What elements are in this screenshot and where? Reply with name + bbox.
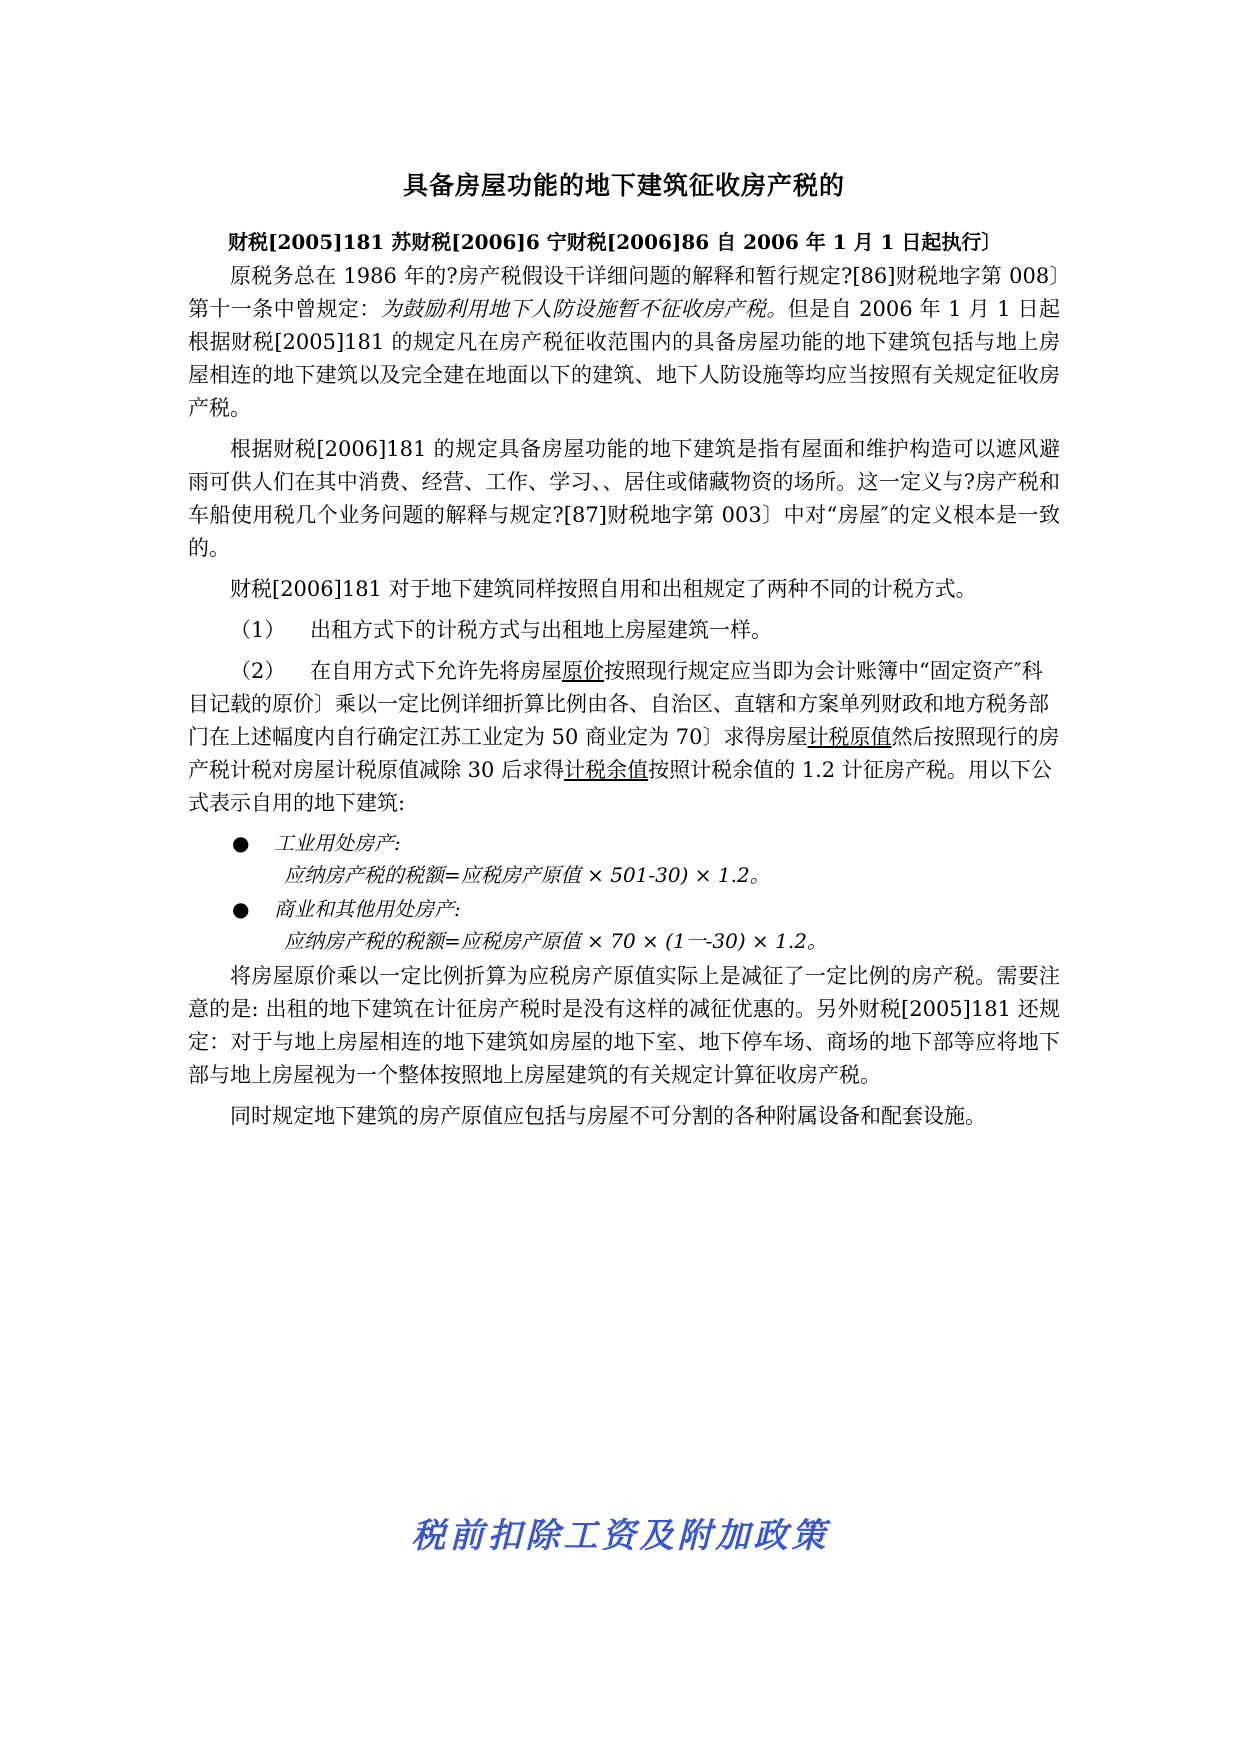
list-item-1 — [188, 614, 1060, 647]
list-item-1-number: （1） — [230, 618, 286, 642]
list-item-2-text-1: 在自用方式下允许先将房屋 — [310, 659, 562, 683]
list-item-1-text: 出租方式下的计税方式与出租地上房屋建筑一样。 — [310, 618, 772, 642]
bullet-commercial — [188, 894, 1060, 925]
bullet-label: 商业和其他用处房产: — [274, 897, 461, 921]
document-body — [188, 260, 1060, 1141]
formula-commercial: 应纳房产税的税额=应税房产原值 × 70 × (1一-30) × 1.2。 — [284, 929, 827, 953]
paragraph-4: 将房屋原价乘以一定比例折算为应税房产原值实际上是减征了一定比例的房产税。需要注意的是: 出租的地下建筑在计征房产税时是没有这样的减征优惠的。另外财税[2005]181 还规定：对于与地上房屋相连的地下建筑如房屋的地下室、地下停车场、商场的地下部等应将地下部与地上房屋视为一个整体按照地上房屋建筑的有关规定计算征收房产税。 — [188, 964, 1060, 1087]
paragraph-1-text-c: 但是自 2006 年 1 月 1 日起根据财税[2005]181 的规定凡在房产税征收范围内的具备房屋功能的地下建筑包括与地上房屋相连的地下建筑以及完全建在地面以下的建筑、地下人防设施等均应当按照有关规定征收房产税。 — [188, 297, 1061, 420]
paragraph-1-text-a: 原税务总在 1986 年的?房产税假设干详细问题的解释和暂行规定?[86]财税地字第 008〕第十一条中曾规定： — [188, 264, 1060, 321]
bullet-label: 工业用处房产: — [274, 831, 401, 855]
bullet-dot-icon: ● — [232, 897, 250, 921]
bullet-dot-icon: ● — [232, 831, 250, 855]
document-subtitle: 财税[2005]181 苏财税[2006]6 宁财税[2006]86 自 2006 年 1 月 1 日起执行〕 — [228, 230, 1002, 254]
bullet-industrial — [188, 828, 1060, 859]
underlined-term-original-price: 原价 — [562, 659, 604, 683]
paragraph-5: 同时规定地下建筑的房产原值应包括与房屋不可分割的各种附属设备和配套设施。 — [230, 1104, 986, 1128]
paragraph-1-quote: 为鼓励利用地下人防设施暂不征收房产税。 — [380, 297, 788, 321]
formula-industrial: 应纳房产税的税额=应税房产原值 × 501-30) × 1.2。 — [284, 863, 770, 887]
document-title: 具备房屋功能的地下建筑征收房产税的 — [402, 171, 845, 200]
list-item-2-text-3: 然后按照现行的房产税计税对房屋计税原值减除 30 后求得 — [188, 725, 1060, 782]
paragraph-1 — [188, 260, 1060, 425]
list-item-2-text-4: 按照计税余值的 1.2 计征房产税。用以下公式表示自用的地下建筑: — [188, 758, 1052, 815]
list-item-2 — [188, 655, 1060, 820]
underlined-term-tax-residual-value: 计税余值 — [564, 758, 649, 782]
paragraph-2: 根据财税[2006]181 的规定具备房屋功能的地下建筑是指有屋面和维护构造可以遮风避雨可供人们在其中消费、经营、工作、学习、、居住或储藏物资的场所。这一定义与?房产税和车船使用税几个业务问题的解释与规定?[87]财税地字第 003〕中对“房屋″的定义根本是一致的。 — [188, 437, 1060, 560]
paragraph-3: 财税[2006]181 对于地下建筑同样按照自用和出租规定了两种不同的计税方式。 — [230, 577, 977, 601]
list-item-2-number: （2） — [230, 659, 286, 683]
underlined-term-tax-original-value: 计税原值 — [807, 725, 892, 749]
list-item-2-text-2: 按照现行规定应当即为会计账簿中“固定资产″科目记载的原价〕乘以一定比例详细折算比例由各、自治区、直辖和方案单列财政和地方税务部门在上述幅度内自行确定江苏工业定为 50 商业定为 70〕求得房屋 — [188, 659, 1049, 749]
footer-heading: 税前扣除工资及附加政策 — [411, 1516, 830, 1556]
